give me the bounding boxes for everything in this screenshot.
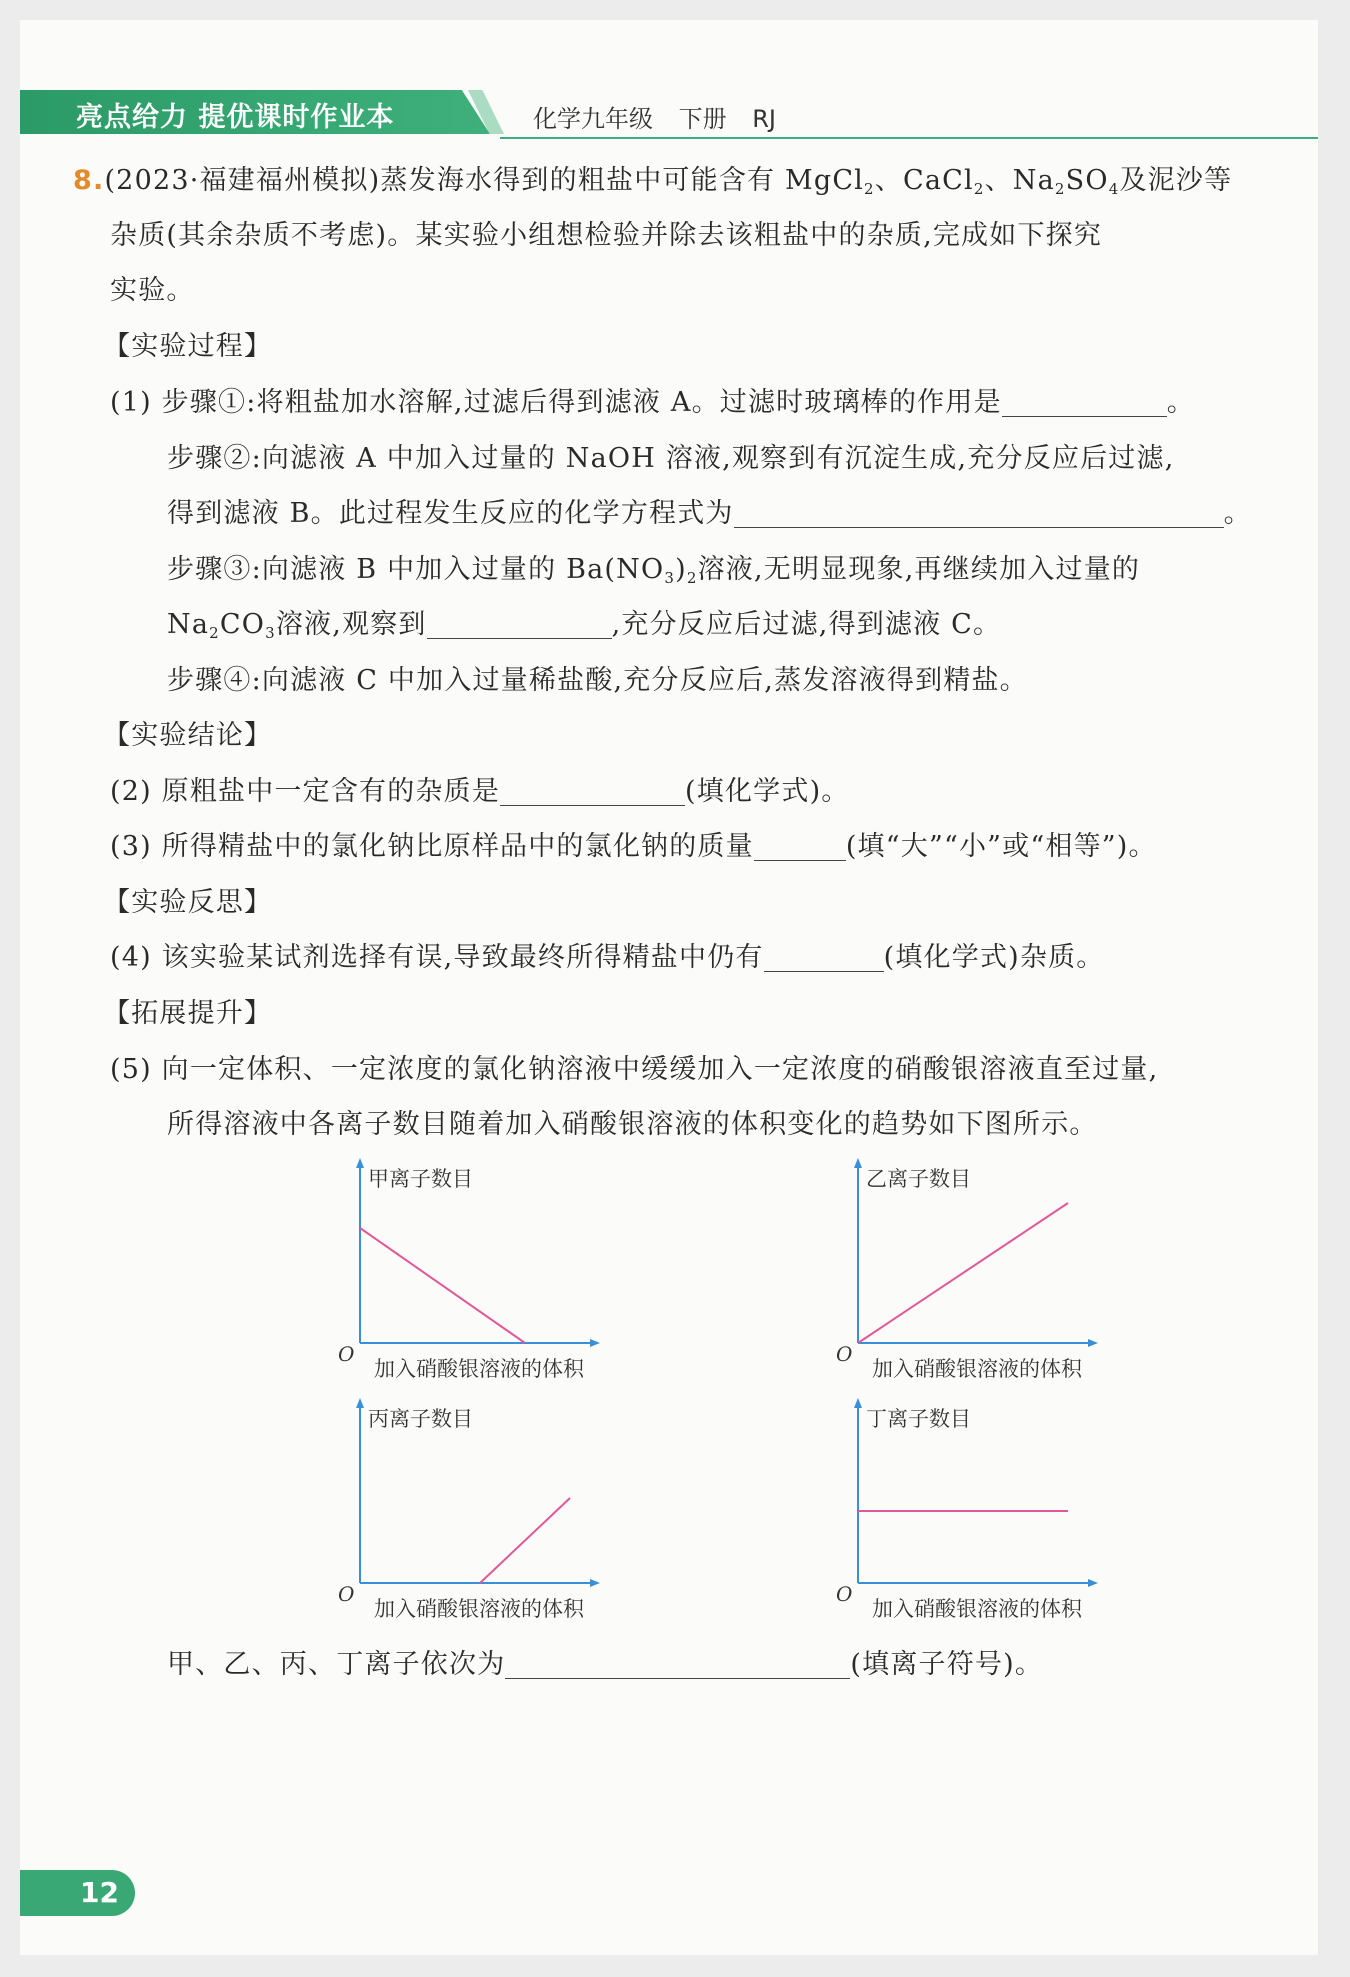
answer-blank-q4[interactable] (764, 943, 884, 972)
q4-line: (4) 该实验某试剂选择有误,导致最终所得精盐中仍有 (填化学式)杂质。 (110, 942, 1105, 973)
q5-line2: 所得溶液中各离子数目随着加入硝酸银溶液的体积变化的趋势如下图所示。 (167, 1109, 1098, 1140)
step3-line1: 步骤③:向滤液 B 中加入过量的 $Ba(NO_3)_2$溶液,无明显现象,再继续加入过量的 (167, 554, 1141, 587)
y-axis-label: 丙离子数目 (368, 1407, 473, 1431)
answer-blank-step1[interactable] (1002, 388, 1167, 417)
x-axis-arrow (1088, 1579, 1098, 1587)
y-axis-label: 丁离子数目 (866, 1407, 971, 1431)
x-axis-label: 加入硝酸银溶液的体积 (374, 1357, 584, 1381)
y-axis-label: 乙离子数目 (866, 1167, 971, 1191)
answer-blank-q3[interactable] (754, 832, 846, 861)
origin-label: O (836, 1342, 853, 1366)
q3-line: (3) 所得精盐中的氯化钠比原样品中的氯化钠的质量 (填“大”“小”或“相等”)。 (110, 831, 1157, 862)
x-axis-arrow (590, 1339, 600, 1347)
x-axis-label: 加入硝酸银溶液的体积 (872, 1357, 1082, 1381)
section-conclusion: 【实验结论】 (103, 720, 273, 751)
step1-line: (1) 步骤①:将粗盐加水溶解,过滤后得到滤液 A。过滤时玻璃棒的作用是 。 (110, 387, 1195, 418)
x-axis-arrow (590, 1579, 600, 1587)
origin-label: O (836, 1582, 853, 1606)
chart-bing (330, 1398, 640, 1628)
question-intro-line3: 实验。 (110, 275, 195, 306)
question-intro-line1: 8.(2023·福建福州模拟)蒸发海水得到的粗盐中可能含有 MgCl$_2$、CaCl$_2$、$Na_2SO_4$及泥沙等 (73, 165, 1233, 198)
question-number: 8. (73, 165, 105, 196)
y-axis-arrow (356, 1158, 364, 1168)
y-axis-arrow (356, 1398, 364, 1408)
answer-blank-step3[interactable] (427, 610, 612, 639)
y-axis-label: 甲离子数目 (368, 1167, 473, 1191)
page-number: 12 (80, 1876, 119, 1909)
section-process: 【实验过程】 (103, 331, 273, 362)
section-reflection: 【实验反思】 (103, 887, 273, 918)
x-axis-label: 加入硝酸银溶液的体积 (374, 1597, 584, 1621)
series-line (360, 1228, 525, 1343)
series-line (858, 1203, 1068, 1343)
x-axis-arrow (1088, 1339, 1098, 1347)
subject-label: 化学九年级 下册 RJ (533, 105, 777, 133)
step2-line1: 步骤②:向滤液 A 中加入过量的 NaOH 溶液,观察到有沉淀生成,充分反应后过滤, (167, 443, 1175, 474)
series-title: 亮点给力 提优课时作业本 (76, 102, 395, 133)
x-axis-label: 加入硝酸银溶液的体积 (872, 1597, 1082, 1621)
step2-line2: 得到滤液 B。此过程发生反应的化学方程式为 。 (167, 498, 1252, 529)
step4-line: 步骤④:向滤液 C 中加入过量稀盐酸,充分反应后,蒸发溶液得到精盐。 (167, 665, 1028, 696)
header-rule (500, 137, 1318, 139)
chart-jia (330, 1158, 640, 1388)
final-line: 甲、乙、丙、丁离子依次为 (填离子符号)。 (167, 1649, 1044, 1680)
question-intro-line2: 杂质(其余杂质不考虑)。某实验小组想检验并除去该粗盐中的杂质,完成如下探究 (110, 220, 1103, 251)
answer-blank-q2[interactable] (500, 777, 685, 806)
y-axis-arrow (854, 1158, 862, 1168)
section-extension: 【拓展提升】 (103, 998, 273, 1029)
chart-ding (828, 1398, 1138, 1628)
q5-line1: (5) 向一定体积、一定浓度的氯化钠溶液中缓缓加入一定浓度的硝酸银溶液直至过量, (110, 1054, 1159, 1085)
answer-blank-equation[interactable] (734, 499, 1224, 528)
chart-yi (828, 1158, 1138, 1388)
origin-label: O (338, 1582, 355, 1606)
q2-line: (2) 原粗盐中一定含有的杂质是 (填化学式)。 (110, 776, 850, 807)
y-axis-arrow (854, 1398, 862, 1408)
series-line (480, 1498, 570, 1583)
answer-blank-ions[interactable] (505, 1650, 850, 1679)
origin-label: O (338, 1342, 355, 1366)
step3-line2: $Na_2CO_3$溶液,观察到 ,充分反应后过滤,得到滤液 C。 (167, 609, 1002, 642)
